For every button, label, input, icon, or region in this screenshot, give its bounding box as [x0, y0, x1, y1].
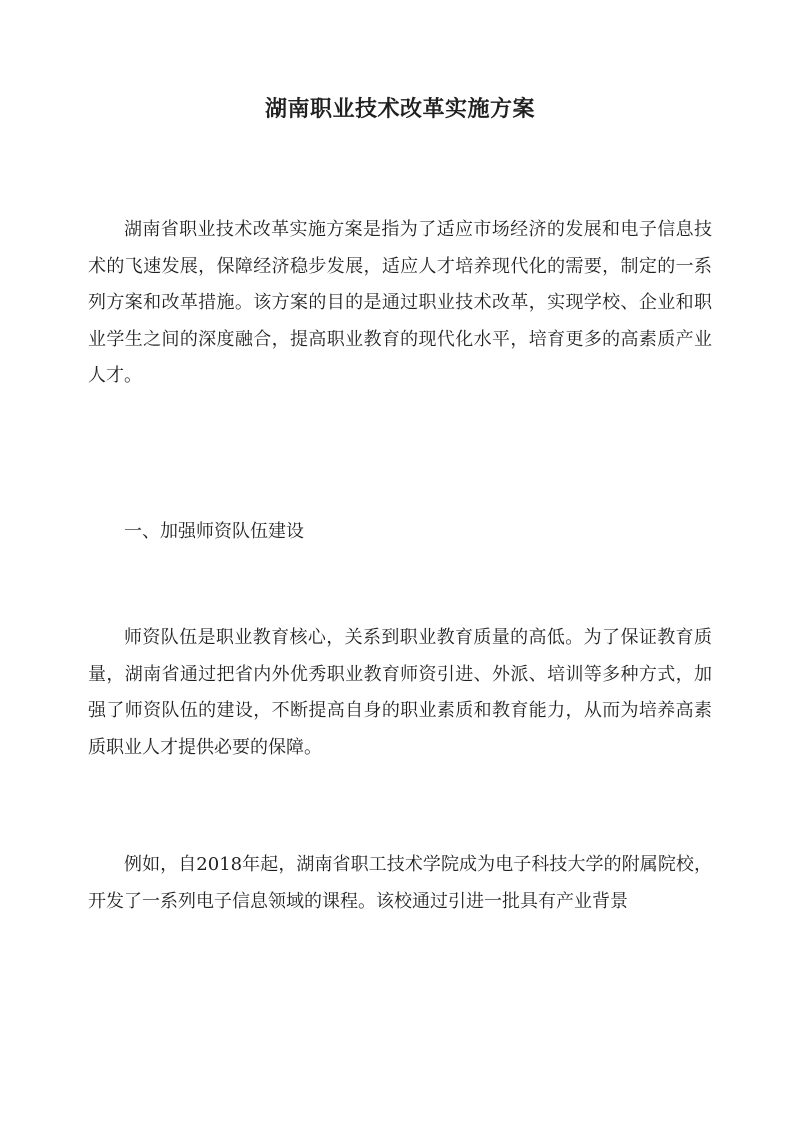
document-title: 湖南职业技术改革实施方案 [264, 96, 535, 122]
example-paragraph: 例如，自2018年起，湖南省职工技术学院成为电子科技大学的附属院校，开发了一系列电子信息领域的课程。该校通过引进一批具有产业背景 [88, 854, 712, 912]
faculty-paragraph: 师资队伍是职业教育核心，关系到职业教育质量的高低。为了保证教育质量，湖南省通过把省内外优秀职业教育师资引进、外派、培训等多种方式，加强了师资队伍的建设，不断提高自身的职业素质和教育能力，从而为培养高素质职业人才提供必要的保障。 [88, 627, 712, 758]
section-heading: 一、加强师资队伍建设 [124, 521, 304, 542]
intro-paragraph: 湖南省职业技术改革实施方案是指为了适应市场经济的发展和电子信息技术的飞速发展，保障经济稳步发展，适应人才培养现代化的需要，制定的一系列方案和改革措施。该方案的目的是通过职业技术改革，实现学校、企业和职业学生之间的深度融合，提高职业教育的现代化水平，培育更多的高素质产业人才。 [88, 219, 712, 387]
